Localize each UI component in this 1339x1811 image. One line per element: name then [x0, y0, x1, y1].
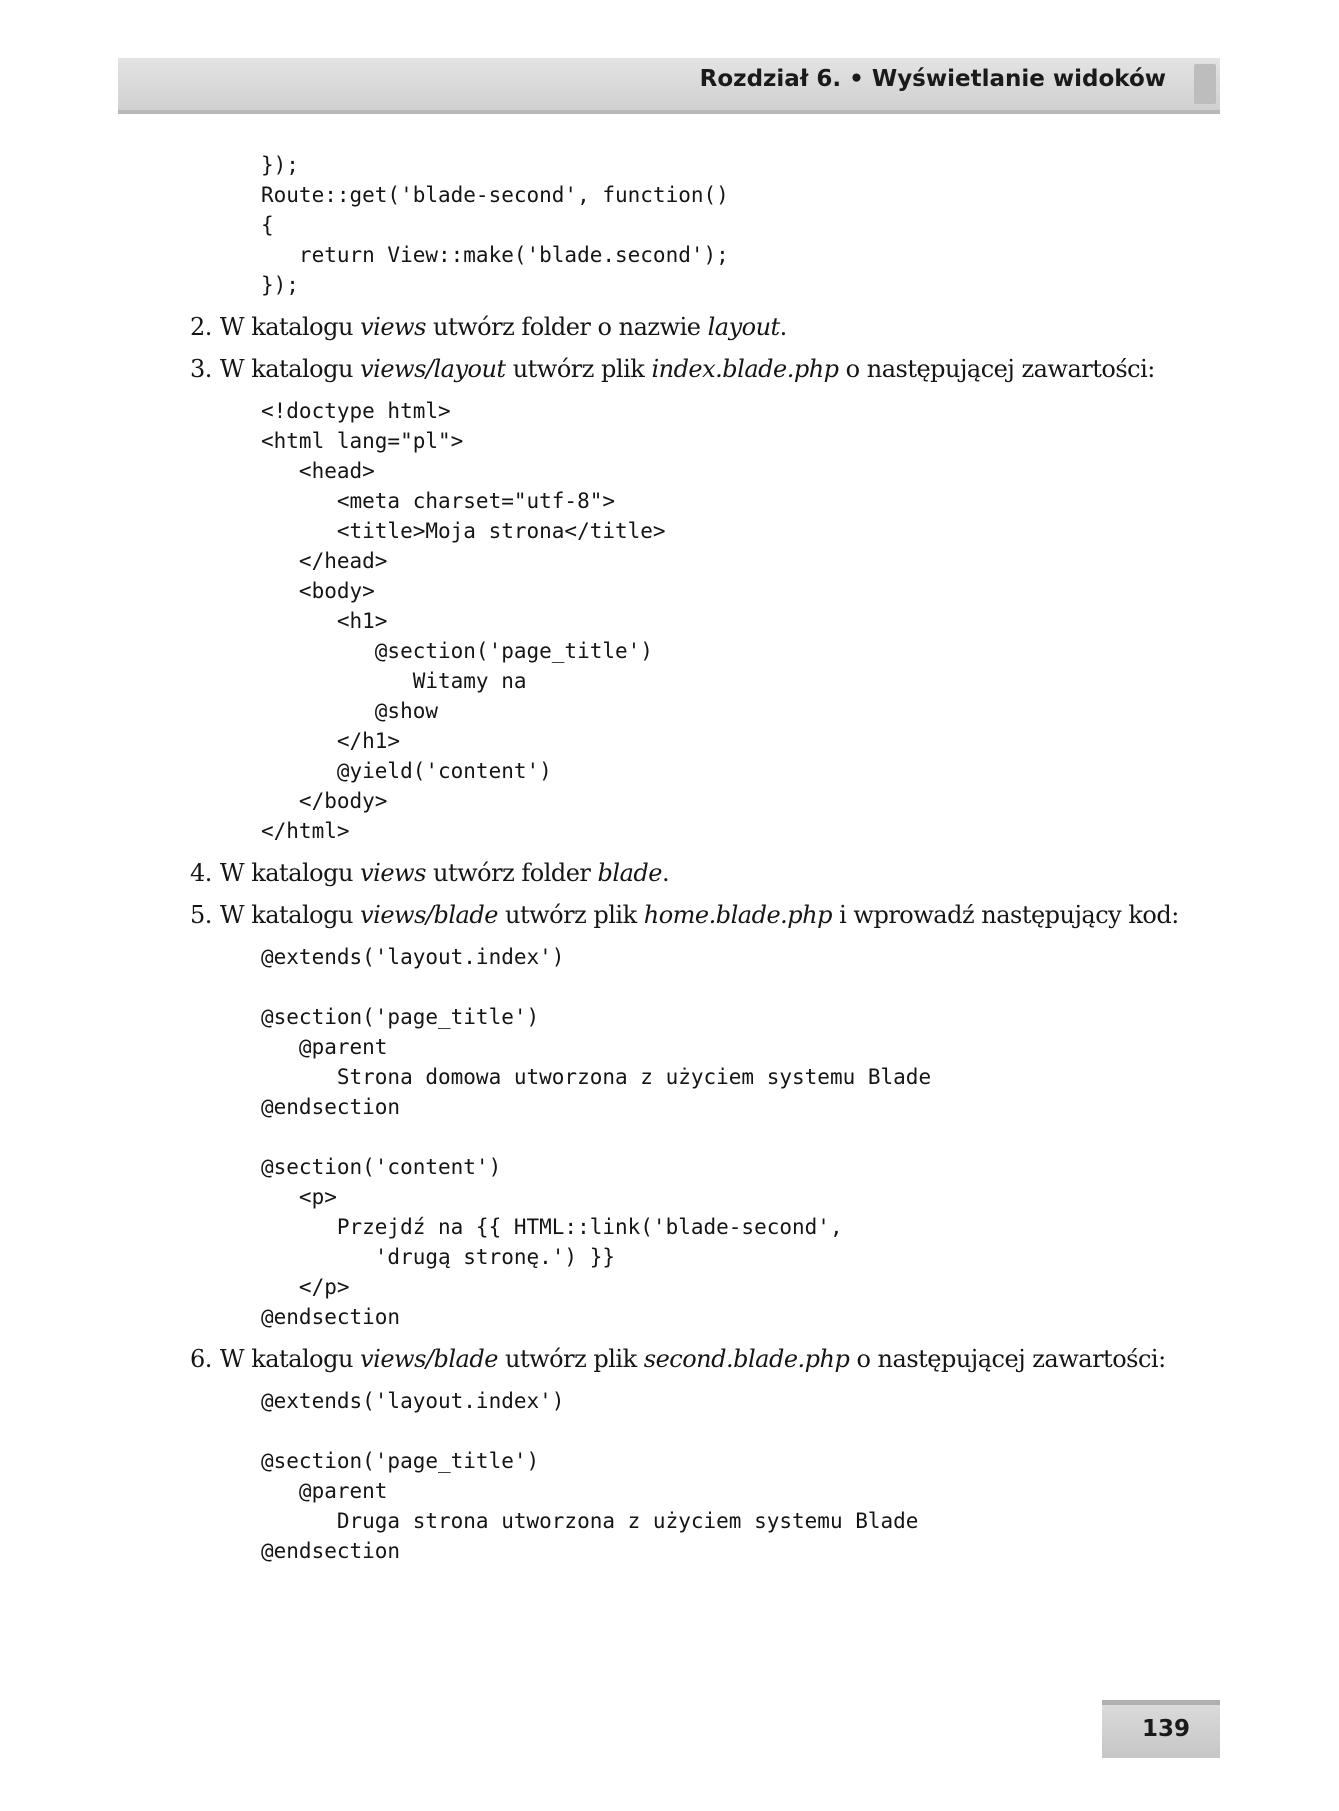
page-number-box: [1102, 1700, 1220, 1758]
step-number: 3.: [190, 355, 212, 383]
step-path: views/blade: [360, 901, 498, 929]
chapter-title: Rozdział 6. • Wyświetlanie widoków: [699, 66, 1166, 92]
step-text: utwórz folder: [425, 859, 598, 887]
step-text: W katalogu: [219, 901, 361, 929]
code-block-layout-index: <!doctype html> <html lang="pl"> <head> <meta charset="utf-8"> <title>Moja strona</title> </head> <body> <h1> @section('page_title') Witamy na @show </h1> @yield('content') </body> </html>: [261, 399, 666, 843]
header-tab-marker: [1194, 64, 1216, 104]
step-text: .: [661, 859, 670, 887]
code-block-second-blade: @extends('layout.index') @section('page_title') @parent Druga strona utworzona z użyciem systemu Blade @endsection: [261, 1389, 919, 1563]
step-number: 2.: [190, 313, 212, 341]
step-text: W katalogu: [219, 355, 361, 383]
step-path: blade: [597, 859, 662, 887]
step-text: utwórz folder o nazwie: [425, 313, 708, 341]
footer-rule: [1102, 1700, 1220, 1705]
code-block-home-blade: @extends('layout.index') @section('page_title') @parent Strona domowa utworzona z użyciem systemu Blade @endsection @section('content') <p> Przejdź na {{ HTML::link('blade-second', 'drugą stronę.') }} </p> @endsection: [261, 945, 932, 1329]
step-text: W katalogu: [219, 1345, 361, 1373]
step-5: [190, 900, 1200, 930]
page-content: [190, 150, 1200, 1566]
step-2: [190, 312, 1200, 342]
page-number: 139: [1141, 1716, 1190, 1742]
step-path: layout: [707, 313, 780, 341]
running-header: [118, 58, 1220, 114]
step-text: o następującej zawartości:: [838, 355, 1155, 383]
step-path: views: [360, 313, 426, 341]
step-path: views: [360, 859, 426, 887]
step-4: [190, 858, 1200, 888]
step-text: W katalogu: [219, 859, 361, 887]
step-filename: index.blade.php: [651, 355, 839, 383]
code-block-routes: }); Route::get('blade-second', function() { return View::make('blade.second'); });: [261, 153, 729, 297]
step-text: o następującej zawartości:: [849, 1345, 1166, 1373]
step-path: views/blade: [360, 1345, 498, 1373]
step-path: views/layout: [360, 355, 506, 383]
step-text: .: [779, 313, 787, 341]
step-text: utwórz plik: [497, 1345, 644, 1373]
step-text: W katalogu: [219, 313, 361, 341]
step-filename: second.blade.php: [643, 1345, 850, 1373]
step-text: i wprowadź następujący kod:: [831, 901, 1179, 929]
step-6: [190, 1344, 1200, 1374]
header-rule: [118, 110, 1220, 114]
step-number: 6.: [190, 1345, 212, 1373]
step-text: utwórz plik: [505, 355, 652, 383]
step-number: 4.: [190, 859, 212, 887]
step-filename: home.blade.php: [643, 901, 832, 929]
step-3: [190, 354, 1200, 384]
step-number: 5.: [190, 901, 212, 929]
step-text: utwórz plik: [497, 901, 644, 929]
